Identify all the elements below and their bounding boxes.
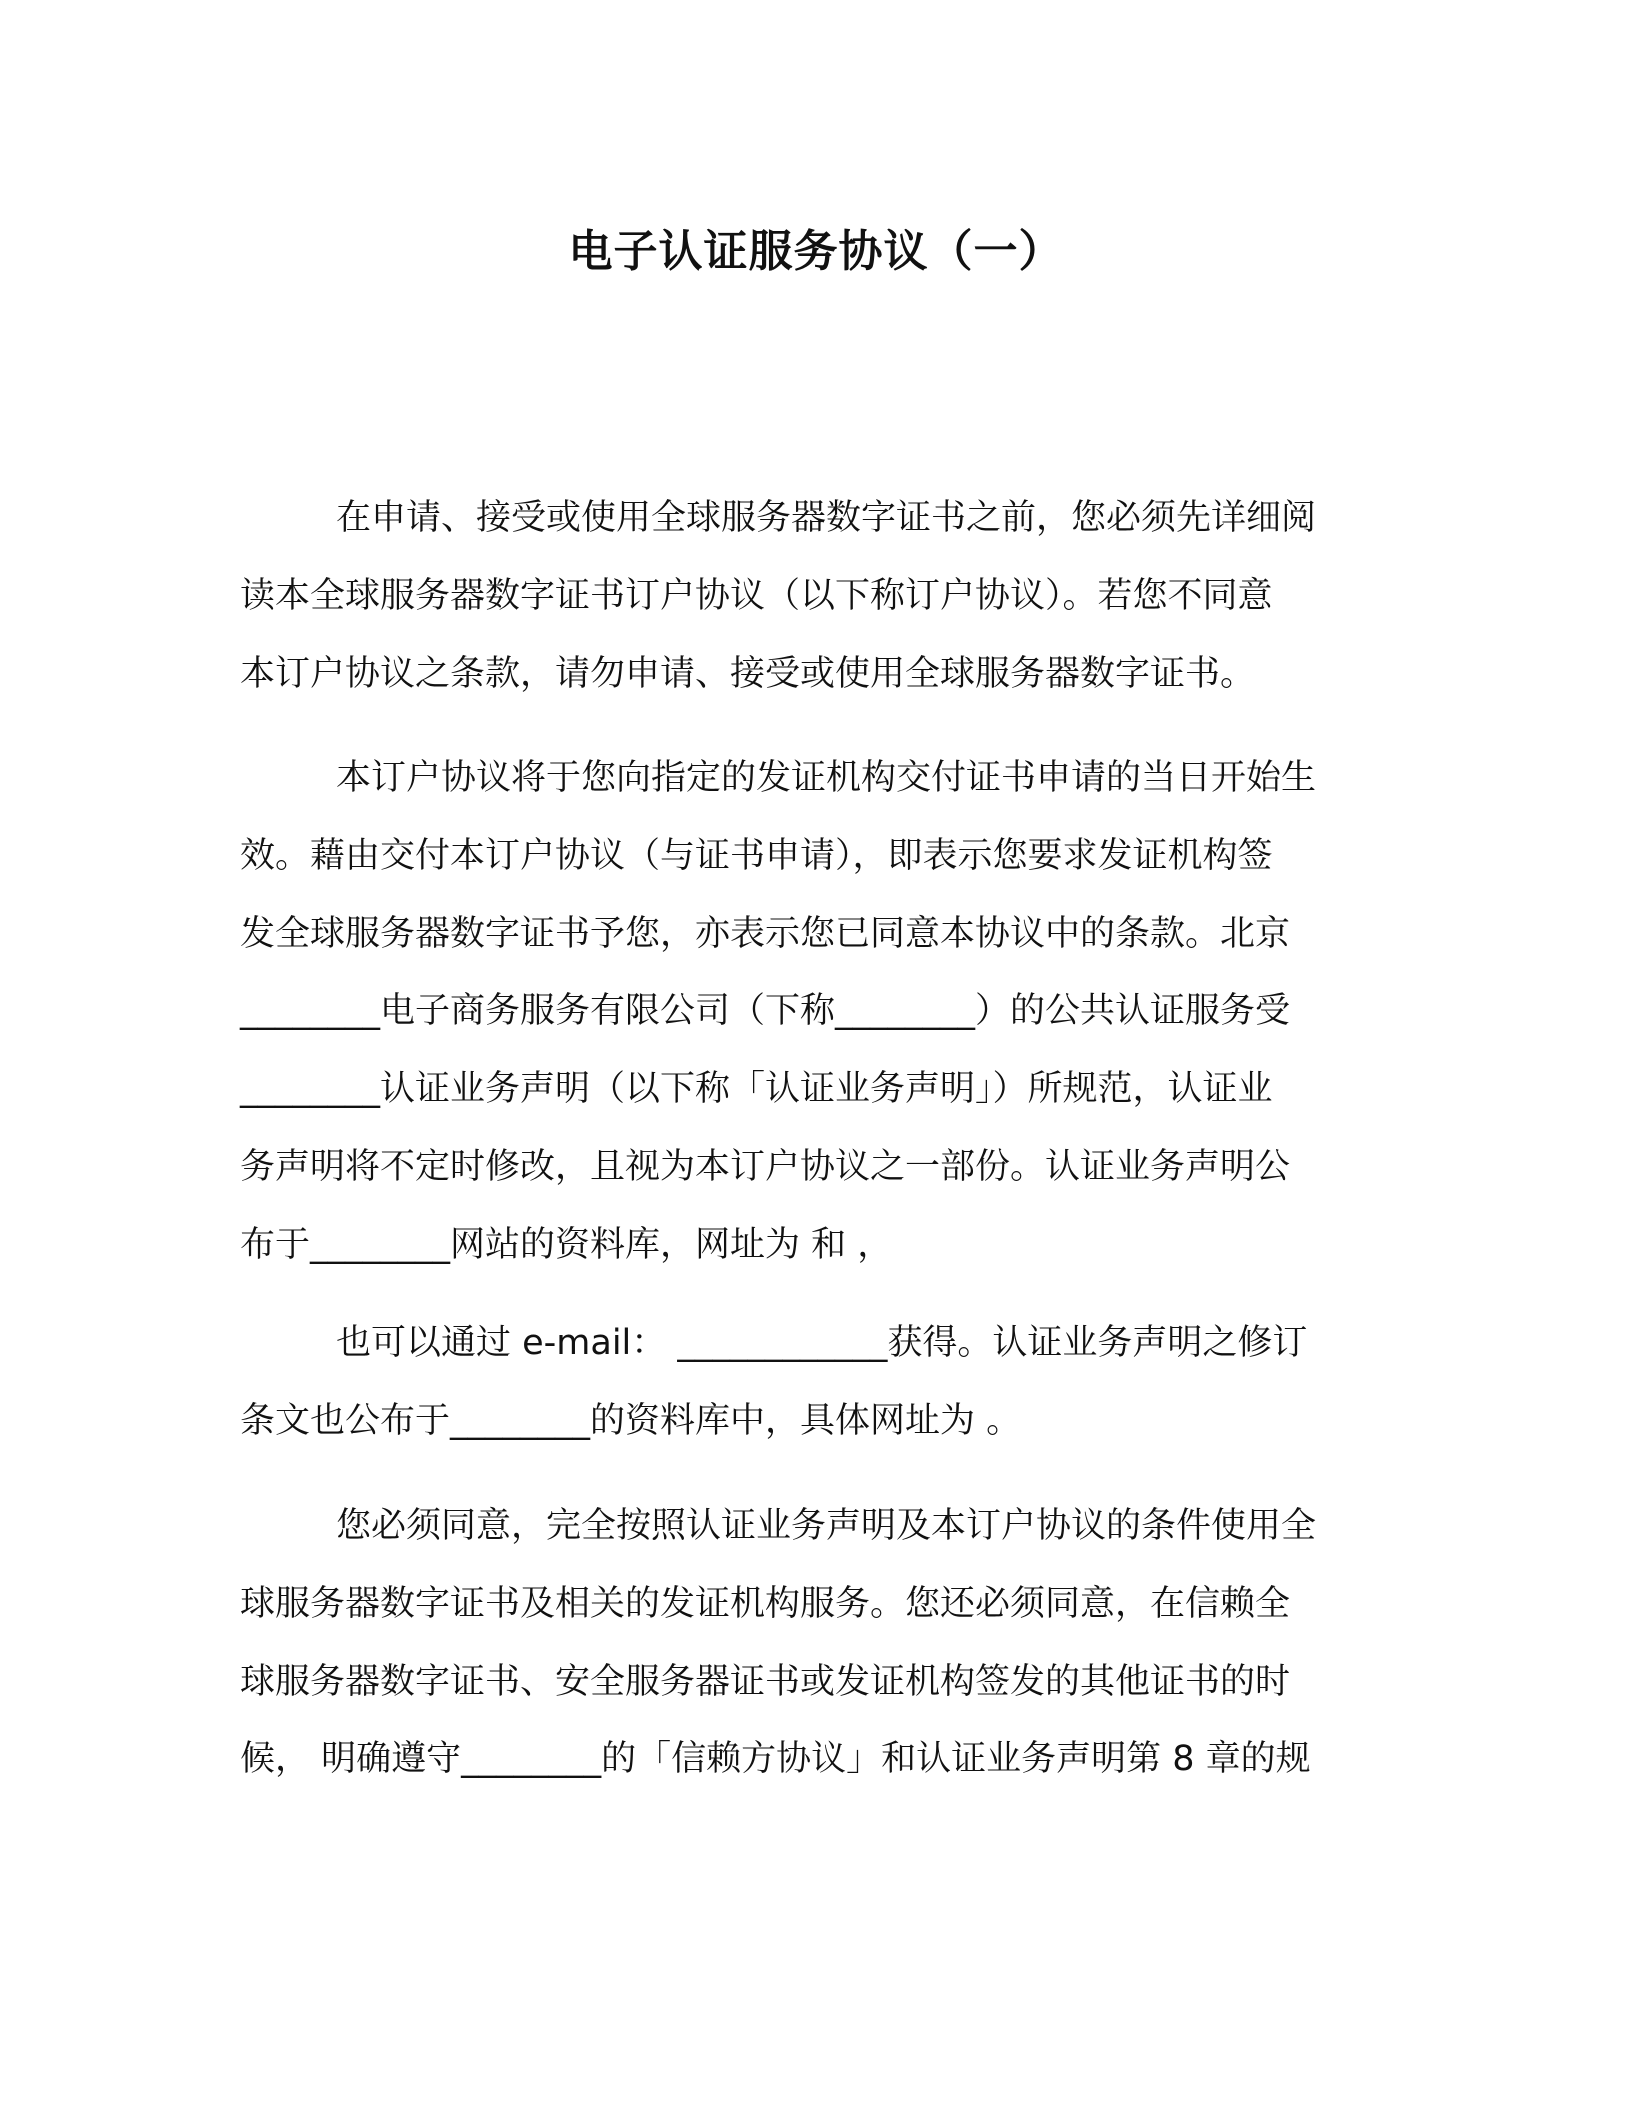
paragraph-line: 布于________网站的资料库，网址为 和 ， [240, 1225, 893, 1265]
paragraph-line: 效。藉由交付本订户协议（与证书申请），即表示您要求发证机构签 [240, 836, 1273, 876]
paragraph-line: ________认证业务声明（以下称「认证业务声明」）所规范，认证业 [240, 1069, 1273, 1109]
paragraph-line: 也可以通过 e-mail： ____________获得。认证业务声明之修订 [336, 1323, 1308, 1363]
paragraph-line: 本订户协议将于您向指定的发证机构交付证书申请的当日开始生 [336, 758, 1317, 798]
paragraph-line: 您必须同意，完全按照认证业务声明及本订户协议的条件使用全 [336, 1506, 1317, 1546]
paragraph-line: 读本全球服务器数字证书订户协议（以下称订户协议）。若您不同意 [240, 576, 1273, 616]
paragraph-line: 发全球服务器数字证书予您，亦表示您已同意本协议中的条款。北京 [240, 914, 1291, 954]
paragraph-line: 球服务器数字证书及相关的发证机构服务。您还必须同意，在信赖全 [240, 1584, 1291, 1624]
document-title: 电子认证服务协议（一） [568, 226, 1064, 277]
paragraph-line: 条文也公布于________的资料库中，具体网址为 。 [240, 1401, 1022, 1441]
paragraph-line: 候， 明确遵守________的「信赖方协议」和认证业务声明第 8 章的规 [240, 1739, 1311, 1779]
paragraph-line: 在申请、接受或使用全球服务器数字证书之前，您必须先详细阅 [336, 498, 1317, 538]
paragraph-line: 球服务器数字证书、安全服务器证书或发证机构签发的其他证书的时 [240, 1662, 1291, 1702]
paragraph-line: 务声明将不定时修改，且视为本订户协议之一部份。认证业务声明公 [240, 1147, 1291, 1187]
paragraph-line: ________电子商务服务有限公司（下称________）的公共认证服务受 [240, 991, 1291, 1031]
paragraph-line: 本订户协议之条款，请勿申请、接受或使用全球服务器数字证书。 [240, 654, 1256, 694]
